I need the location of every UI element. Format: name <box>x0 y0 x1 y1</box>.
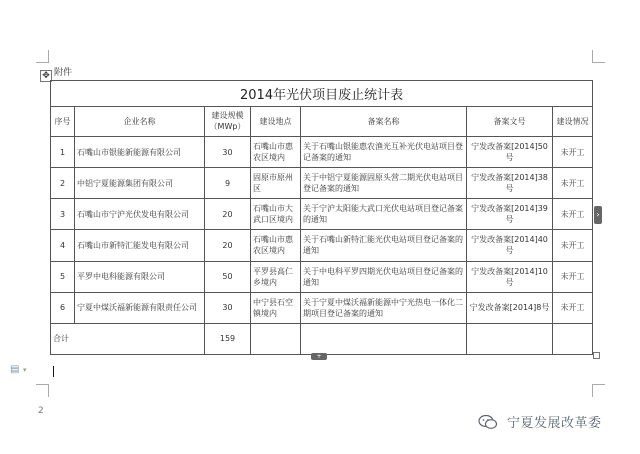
filing-number: 宁发改备案[2014]10号 <box>467 261 553 292</box>
company-name: 宁夏中煤沃福新能源有限责任公司 <box>75 292 205 323</box>
filing-name: 关于石嘴山银能惠农渔光互补光伏电站项目登记备案的通知 <box>301 137 467 168</box>
page-number: 2 <box>38 406 44 416</box>
filing-name: 关于石嘴山新特汇能光伏电站项目登记备案的通知 <box>301 230 467 261</box>
table-row <box>51 230 593 261</box>
table-header-row <box>51 106 593 136</box>
filing-number: 宁发改备案[2014]8号 <box>467 292 553 323</box>
table-row <box>51 168 593 199</box>
row-index: 5 <box>51 261 75 292</box>
header-cell: 备案名称 <box>301 106 467 136</box>
capacity: 30 <box>205 292 251 323</box>
filing-name: 关于宁夏中煤沃福新能源中宁光热电一体化二期项目登记备案的通知 <box>301 292 467 323</box>
row-index: 2 <box>51 168 75 199</box>
header-cell: 企业名称 <box>75 106 205 136</box>
location: 平罗县高仁乡境内 <box>251 261 301 292</box>
table-title: 2014年光伏项目废止统计表 <box>51 81 593 107</box>
page-corner-mark-bottom-left <box>36 384 49 397</box>
total-label: 合计 <box>51 323 205 354</box>
page-corner-mark-top-left <box>36 50 49 63</box>
filing-name: 关于中电科平罗四期光伏电站项目登记备案的通知 <box>301 261 467 292</box>
filing-number: 宁发改备案[2014]38号 <box>467 168 553 199</box>
total-row <box>51 323 593 354</box>
construction-status: 未开工 <box>553 168 593 199</box>
construction-status: 未开工 <box>553 292 593 323</box>
add-row-button[interactable]: + <box>311 353 327 360</box>
capacity: 50 <box>205 261 251 292</box>
empty-cell <box>467 323 553 354</box>
capacity: 20 <box>205 199 251 230</box>
table-row <box>51 199 593 230</box>
table-row <box>51 137 593 168</box>
statistics-table <box>50 80 593 355</box>
filing-name: 关于宁沪太阳能大武口光伏电站项目登记备案的通知 <box>301 199 467 230</box>
chevron-down-icon[interactable]: ▾ <box>23 366 27 374</box>
construction-status: 未开工 <box>553 230 593 261</box>
construction-status: 未开工 <box>553 199 593 230</box>
header-cell: 建设地点 <box>251 106 301 136</box>
filing-name: 关于中铝宁夏能源固原头营二期光伏电站项目登记备案的通知 <box>301 168 467 199</box>
location: 固原市原州区 <box>251 168 301 199</box>
location: 石嘴山市大武口区境内 <box>251 199 301 230</box>
construction-status: 未开工 <box>553 137 593 168</box>
header-cell: 备案文号 <box>467 106 553 136</box>
wechat-icon <box>478 414 498 430</box>
company-name: 中铝宁夏能源集团有限公司 <box>75 168 205 199</box>
add-column-arrow-icon[interactable]: › <box>594 206 602 224</box>
location: 中宁县石空镇境内 <box>251 292 301 323</box>
location: 石嘴山市惠农区境内 <box>251 137 301 168</box>
header-cell: 建设情况 <box>553 106 593 136</box>
table-row <box>51 292 593 323</box>
page-corner-mark-bottom-right <box>592 384 605 397</box>
capacity: 30 <box>205 137 251 168</box>
header-cell: 建设规模（MWp） <box>205 106 251 136</box>
construction-status: 未开工 <box>553 261 593 292</box>
capacity: 9 <box>205 168 251 199</box>
location: 石嘴山市惠农区境内 <box>251 230 301 261</box>
filing-number: 宁发改备案[2014]50号 <box>467 137 553 168</box>
filing-number: 宁发改备案[2014]39号 <box>467 199 553 230</box>
total-value: 159 <box>205 323 251 354</box>
empty-cell <box>553 323 593 354</box>
table-move-handle-icon[interactable]: ✥ <box>40 70 52 82</box>
company-name: 石嘴山市新特汇能发电有限公司 <box>75 230 205 261</box>
text-cursor <box>53 366 54 377</box>
row-index: 6 <box>51 292 75 323</box>
row-index: 1 <box>51 137 75 168</box>
table-row <box>51 261 593 292</box>
company-name: 平罗中电科能源有限公司 <box>75 261 205 292</box>
company-name: 石嘴山市银能新能源有限公司 <box>75 137 205 168</box>
document-icon[interactable]: ▤ <box>10 364 20 375</box>
empty-cell <box>251 323 301 354</box>
attachment-label: 附件 <box>54 68 73 78</box>
row-index: 4 <box>51 230 75 261</box>
page-corner-mark-top-right <box>592 50 605 63</box>
filing-number: 宁发改备案[2014]40号 <box>467 230 553 261</box>
capacity: 20 <box>205 230 251 261</box>
header-cell: 序号 <box>51 106 75 136</box>
row-index: 3 <box>51 199 75 230</box>
empty-cell <box>301 323 467 354</box>
company-name: 石嘴山市宁沪光伏发电有限公司 <box>75 199 205 230</box>
watermark-text: 宁夏发展改革委 <box>507 416 602 431</box>
table-resize-handle[interactable] <box>593 352 600 359</box>
